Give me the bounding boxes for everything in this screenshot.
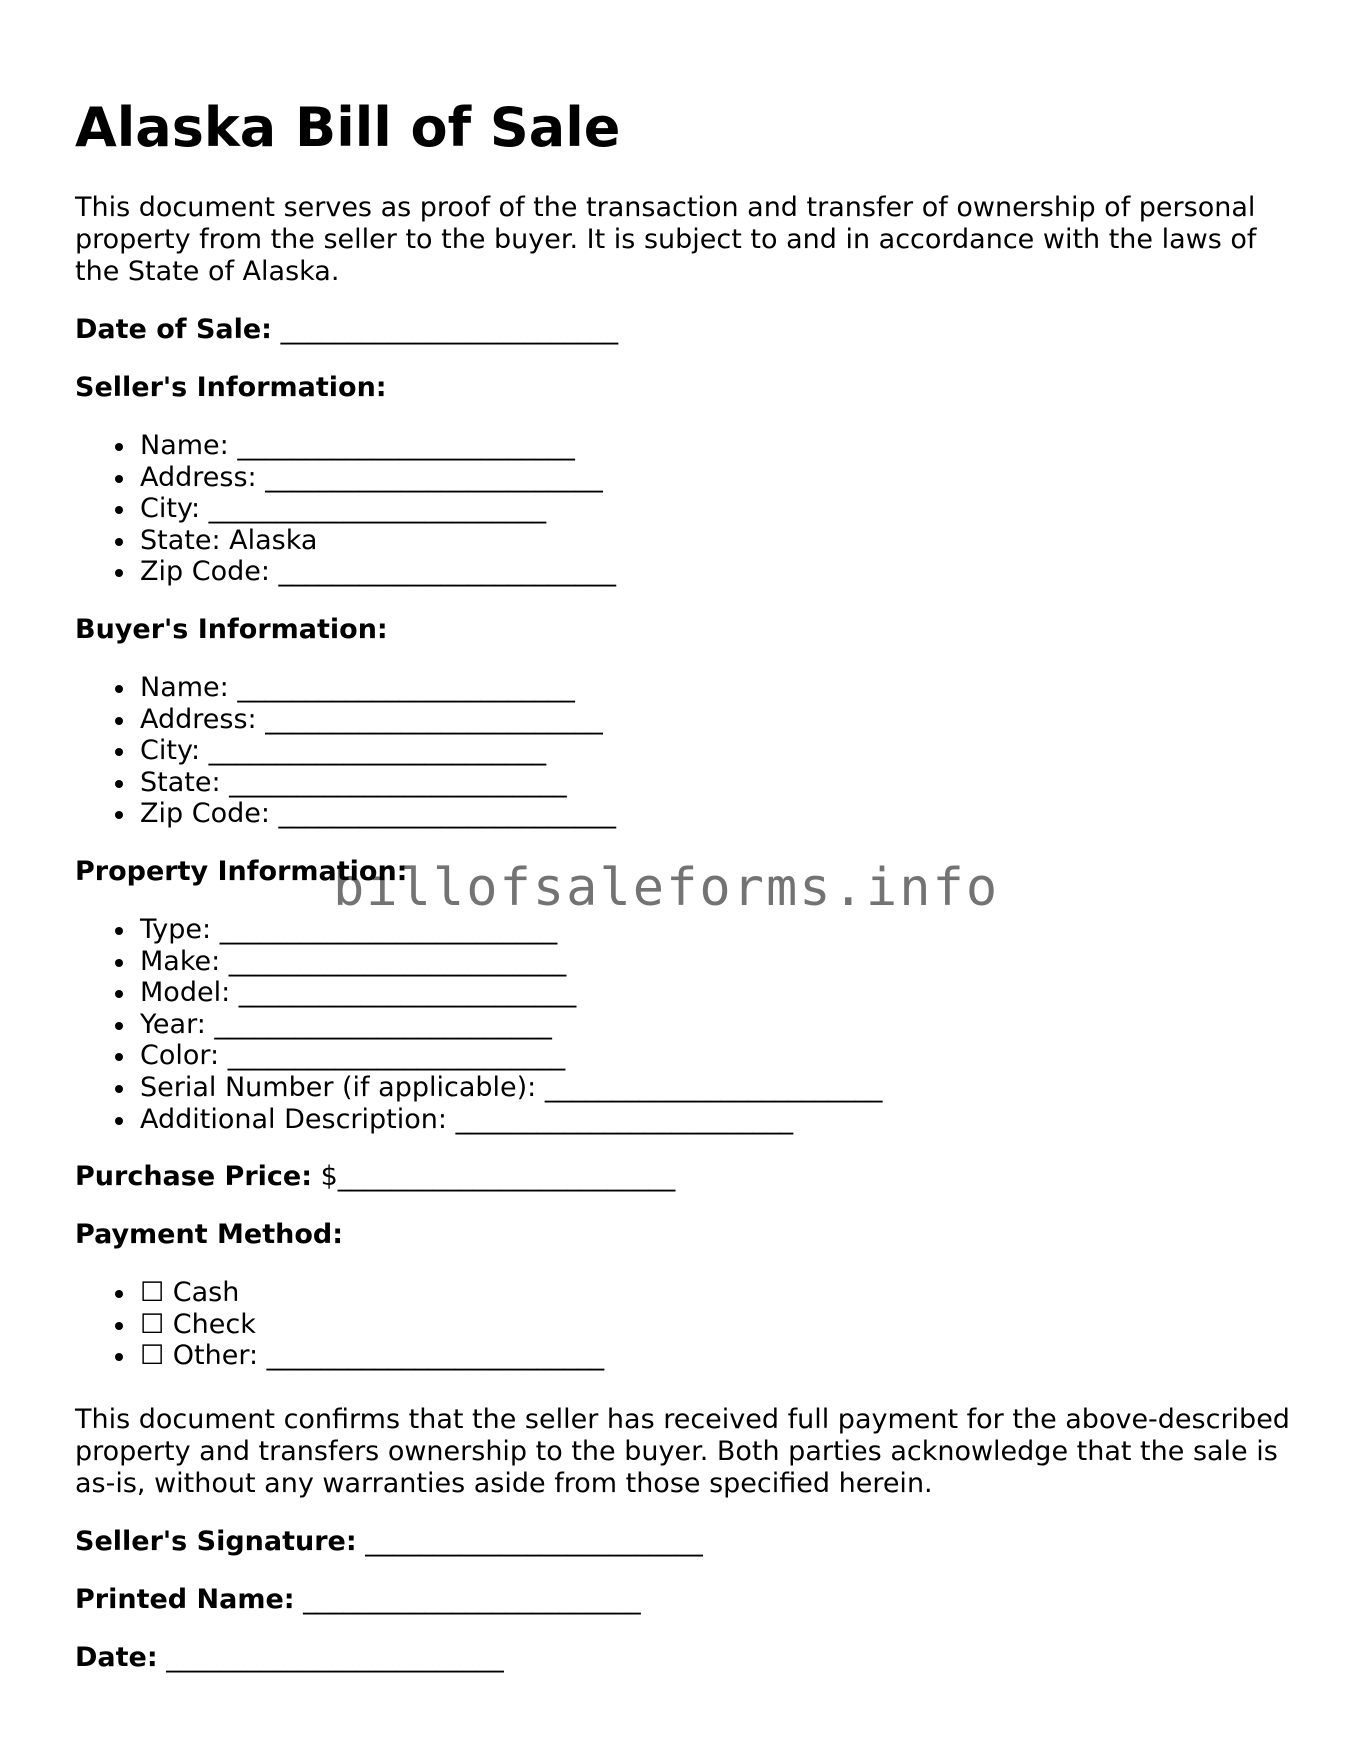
payment-check-option: ☐ Check — [140, 1309, 1295, 1341]
seller-state-field: State: Alaska — [140, 525, 1295, 557]
seller-name-field: Name: _________________________ — [140, 430, 1295, 462]
seller-zip-field: Zip Code: _________________________ — [140, 556, 1295, 588]
seller-signature-label: Seller's Signature: — [75, 1525, 357, 1557]
seller-signature-blank: _________________________ — [356, 1525, 703, 1557]
bill-of-sale-document — [75, 0, 1295, 1674]
property-model-field: Model: _________________________ — [140, 977, 1295, 1009]
date-of-sale-blank: _________________________ — [271, 314, 619, 345]
printed-name-label: Printed Name: — [75, 1583, 295, 1615]
buyer-city-field: City: _________________________ — [140, 735, 1295, 767]
seller-city-field: City: _________________________ — [140, 493, 1295, 525]
property-info-list — [75, 914, 1295, 1135]
buyer-name-field: Name: _________________________ — [140, 672, 1295, 704]
payment-cash-option: ☐ Cash — [140, 1277, 1295, 1309]
seller-info-list — [75, 430, 1295, 588]
page-title: Alaska Bill of Sale — [75, 96, 621, 159]
purchase-price-label: Purchase Price: — [75, 1161, 313, 1193]
property-serial-field: Serial Number (if applicable): _________________________ — [140, 1072, 1295, 1104]
buyer-info-heading: Buyer's Information: — [75, 613, 388, 645]
date-field — [75, 1642, 1295, 1674]
seller-info-heading: Seller's Information: — [75, 372, 387, 403]
date-of-sale-label: Date of Sale: — [75, 314, 272, 345]
property-make-field: Make: _________________________ — [140, 946, 1295, 978]
watermark-text: billofsaleforms.info — [333, 858, 1000, 918]
printed-name-field — [75, 1584, 1295, 1616]
buyer-zip-field: Zip Code: _________________________ — [140, 798, 1295, 830]
payment-other-option: ☐ Other: _________________________ — [140, 1340, 1295, 1372]
purchase-price-blank: $_________________________ — [312, 1161, 676, 1193]
payment-method-list — [75, 1277, 1295, 1372]
property-year-field: Year: _________________________ — [140, 1009, 1295, 1041]
seller-address-field: Address: _________________________ — [140, 462, 1295, 494]
purchase-price-field — [75, 1161, 1295, 1193]
payment-method-heading: Payment Method: — [75, 1219, 344, 1251]
intro-paragraph: This document serves as proof of the transaction and transfer of ownership of personal property from the seller to the buyer. It is subject to and in accordance with the laws of the State of Alaska. — [75, 192, 1257, 287]
printed-name-blank: _________________________ — [294, 1583, 641, 1615]
property-type-field: Type: _________________________ — [140, 914, 1295, 946]
property-info-heading: Property Information: — [75, 855, 408, 887]
date-blank: _________________________ — [157, 1641, 504, 1673]
buyer-address-field: Address: _________________________ — [140, 704, 1295, 736]
confirmation-paragraph: This document confirms that the seller has received full payment for the above-described property and transfers ownership to the buyer. Both parties acknowledge that the sale is as-is, without any warranties aside from those specified herein. — [75, 1403, 1290, 1499]
property-color-field: Color: _________________________ — [140, 1040, 1295, 1072]
buyer-info-list — [75, 672, 1295, 830]
buyer-state-field: State: _________________________ — [140, 767, 1295, 799]
date-label: Date: — [75, 1641, 158, 1673]
property-description-field: Additional Description: _________________________ — [140, 1104, 1295, 1136]
seller-signature-field — [75, 1526, 1295, 1558]
date-of-sale-field — [75, 314, 1295, 346]
